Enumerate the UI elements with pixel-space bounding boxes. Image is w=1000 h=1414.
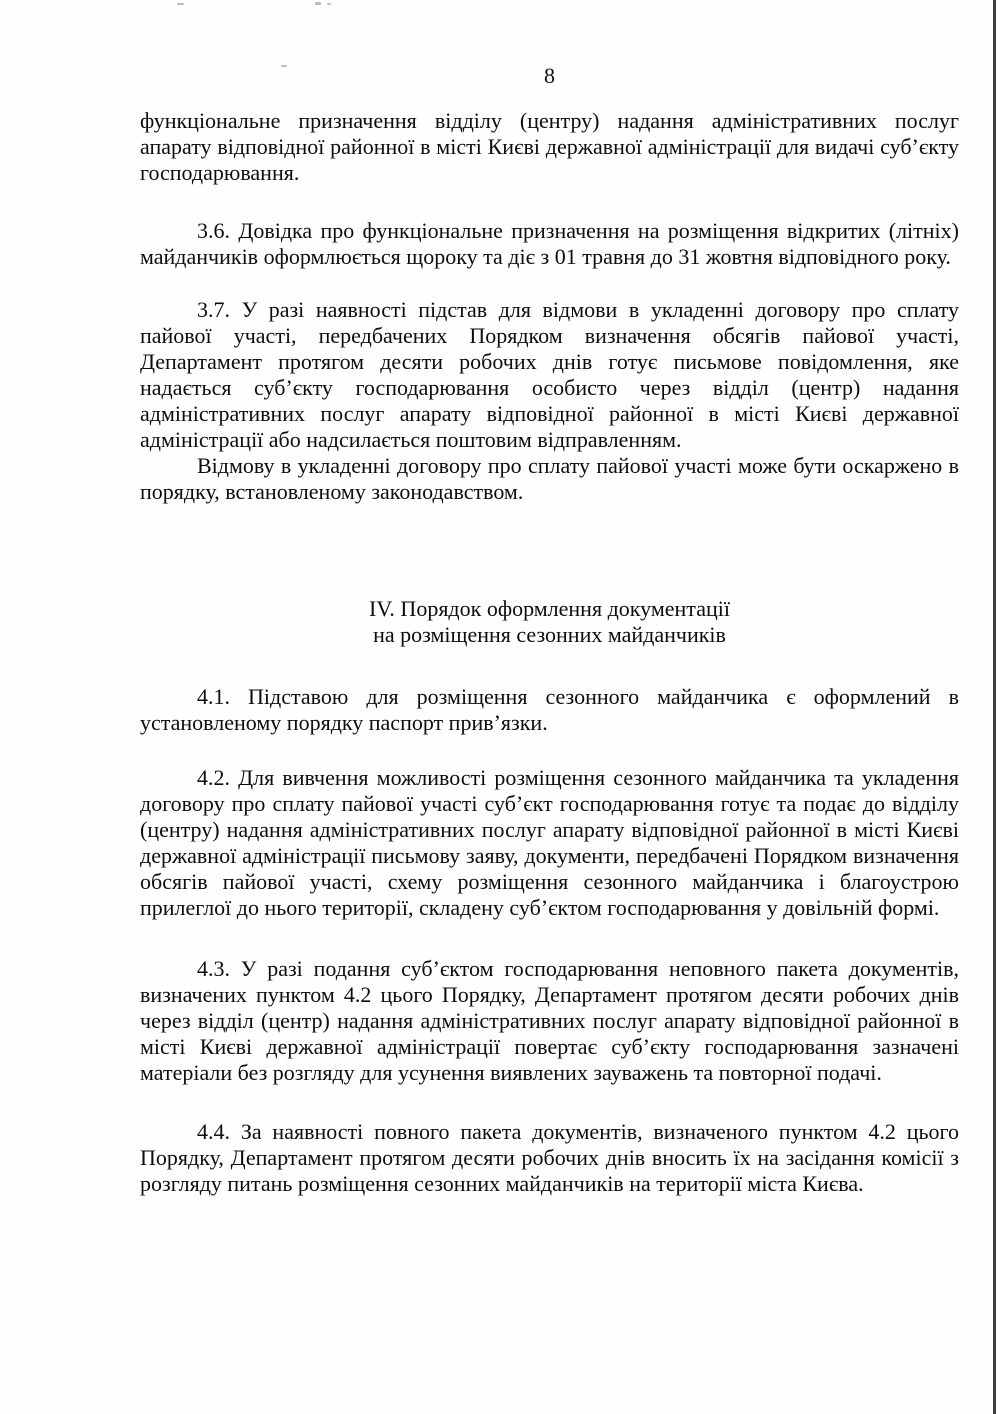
paragraph-4-4: 4.4. За наявності повного пакета документів, визначеного пунктом 4.2 цього Порядку, Департамент протягом десяти робочих днів вносить їх на засідання комісії з розгляду питань розміщення сезонних майданчиків на території міста Києва. <box>140 1119 959 1196</box>
section-heading-line1: IV. Порядок оформлення документації <box>369 596 730 621</box>
page-number: 8 <box>544 63 555 88</box>
scan-edge-line <box>993 0 996 1414</box>
text-block <box>140 63 959 1197</box>
section-heading <box>140 596 959 648</box>
paragraph-3-6: 3.6. Довідка про функціональне призначення на розміщення відкритих (літніх) майданчиків оформлюється щороку та діє з 01 травня до 31 жовтня відповідного року. <box>140 218 959 269</box>
paragraph-4-3: 4.3. У разі подання суб’єктом господарювання неповного пакета документів, визначених пунктом 4.2 цього Порядку, Департамент протягом десяти робочих днів через відділ (центр) надання адміністративних послуг апарату відповідної районної в місті Києві державної адміністрації повертає суб’єкту господарювання зазначені матеріали без розгляду для усунення виявлених зауважень та повторної подачі. <box>140 956 959 1085</box>
scan-speck <box>315 2 321 5</box>
paragraph-4-1: 4.1. Підставою для розміщення сезонного майданчика є оформлений в установленому порядку паспорт прив’язки. <box>140 684 959 735</box>
paragraph-continuation: функціональне призначення відділу (центру) надання адміністративних послуг апарату відповідної районної в місті Києві державної адміністрації для видачі суб’єкту господарювання. <box>140 108 959 185</box>
paragraph-4-2: 4.2. Для вивчення можливості розміщення сезонного майданчика та укладення договору про сплату пайової участі суб’єкт господарювання готує та подає до відділу (центру) надання адміністративних послуг апарату відповідної районної в місті Києві державної адміністрації письмову заяву, документи, передбачені Порядком визначення обсягів пайової участі, схему розміщення сезонного майданчика і благоустрою прилеглої до нього території, складену суб’єктом господарювання у довільній формі. <box>140 765 959 920</box>
paragraph-3-7-appeal: Відмову в укладенні договору про сплату пайової участі може бути оскаржено в порядку, встановленому законодавством. <box>140 453 959 504</box>
section-heading-line2: на розміщення сезонних майданчиків <box>373 622 726 647</box>
scan-speck <box>327 3 331 5</box>
paragraph-3-7: 3.7. У разі наявності підстав для відмови в укладенні договору про сплату пайової участі, передбачених Порядком визначення обсягів пайової участі, Департамент протягом десяти робочих днів готує письмове повідомлення, яке надається суб’єкту господарювання особисто через відділ (центр) надання адміністративних послуг апарату відповідної районної в місті Києві державної адміністрації або надсилається поштовим відправленням. <box>140 297 959 452</box>
scan-speck <box>177 3 184 5</box>
